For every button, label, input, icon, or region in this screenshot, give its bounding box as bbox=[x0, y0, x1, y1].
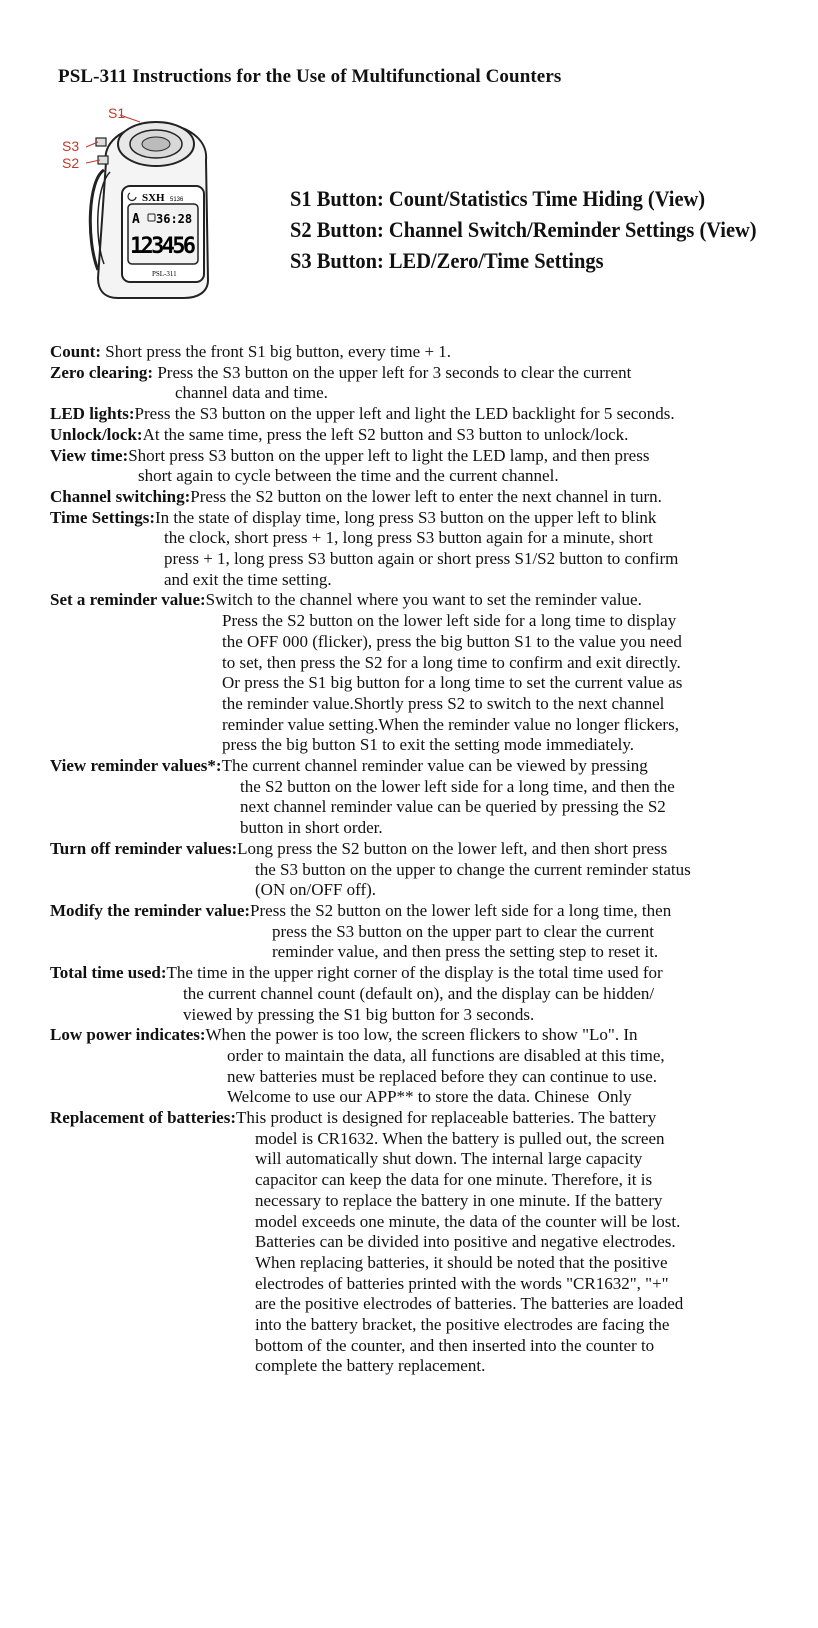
instruction-continuation-line: Welcome to use our APP** to store the data. Chinese Only bbox=[227, 1087, 632, 1107]
instruction-text: Press the S3 button on the upper left and light the LED backlight for 5 seconds. bbox=[134, 404, 675, 424]
device-illustration bbox=[58, 100, 258, 320]
instruction-text: Short press the front S1 big button, every time + 1. bbox=[101, 342, 452, 361]
model-label: PSL-311 bbox=[152, 270, 177, 278]
instruction-entry bbox=[50, 508, 810, 591]
instruction-term: Replacement of batteries: bbox=[50, 1108, 236, 1128]
instruction-continuation-line: electrodes of batteries printed with the words "CR1632", "+" bbox=[255, 1273, 669, 1293]
instruction-continuation-line: the S3 button on the upper to change the current reminder status bbox=[255, 859, 691, 879]
instruction-text: The current channel reminder value can be viewed by pressing bbox=[221, 756, 648, 776]
instruction-term: View time: bbox=[50, 445, 129, 465]
instruction-continuation-line: reminder value, and then press the setting step to reset it. bbox=[272, 942, 659, 962]
instruction-continuation-line: the reminder value.Shortly press S2 to switch to the next channel bbox=[222, 693, 665, 713]
instruction-entry bbox=[50, 404, 810, 425]
instruction-entry bbox=[50, 839, 810, 901]
instruction-term: Count: bbox=[50, 342, 102, 361]
instruction-entry bbox=[50, 342, 810, 363]
instruction-entry bbox=[50, 446, 810, 487]
instruction-term: LED lights: bbox=[50, 404, 135, 424]
count-readout: 123456 bbox=[130, 234, 196, 259]
instruction-continuation-line: and exit the time setting. bbox=[164, 569, 332, 589]
instruction-entry bbox=[50, 1025, 810, 1108]
instruction-entry bbox=[50, 756, 810, 839]
instruction-term: Modify the reminder value: bbox=[50, 900, 251, 920]
instruction-term: Turn off reminder values: bbox=[50, 838, 238, 858]
instruction-entry bbox=[50, 363, 810, 404]
instruction-first-line bbox=[50, 404, 810, 425]
instruction-term: Channel switching: bbox=[50, 486, 191, 506]
instruction-continuation-line: (ON on/OFF off). bbox=[255, 880, 377, 900]
instruction-continuation-line: press + 1, long press S3 button again or short press S1/S2 button to confirm bbox=[164, 549, 679, 569]
instruction-entry bbox=[50, 590, 810, 756]
instruction-term: Set a reminder value: bbox=[50, 590, 206, 610]
instruction-first-line bbox=[50, 425, 810, 446]
instruction-continuation-line: short again to cycle between the time and the current channel. bbox=[138, 466, 559, 486]
instruction-entry bbox=[50, 963, 810, 1025]
instruction-first-line bbox=[50, 963, 810, 984]
instruction-entry bbox=[50, 1108, 810, 1377]
instruction-continuation-line: When replacing batteries, it should be noted that the positive bbox=[255, 1252, 668, 1272]
instruction-text: At the same time, press the left S2 button and S3 button to unlock/lock. bbox=[142, 424, 629, 444]
instruction-entry bbox=[50, 487, 810, 508]
instruction-continuation-line: button in short order. bbox=[240, 818, 383, 838]
instruction-term: View reminder values*: bbox=[50, 756, 222, 776]
instruction-continuation-line: Press the S2 button on the lower left side for a long time to display bbox=[222, 611, 677, 631]
instruction-term: Time Settings: bbox=[50, 507, 155, 527]
instruction-continuation-line: channel data and time. bbox=[175, 383, 328, 403]
instruction-first-line bbox=[50, 756, 810, 777]
instruction-continuation-line: Batteries can be divided into positive and negative electrodes. bbox=[255, 1232, 676, 1252]
instruction-first-line bbox=[50, 901, 810, 922]
button-legend-s2: S2 Button: Channel Switch/Reminder Settings (View) bbox=[290, 217, 757, 242]
instruction-first-line bbox=[50, 590, 810, 611]
brand-sub-label: 5136 bbox=[170, 197, 184, 203]
instruction-first-line bbox=[50, 487, 810, 508]
instruction-continuation-line: are the positive electrodes of batteries. The batteries are loaded bbox=[255, 1294, 684, 1314]
instruction-text: Switch to the channel where you want to set the reminder value. bbox=[205, 590, 642, 610]
instruction-continuation-line: order to maintain the data, all functions are disabled at this time, bbox=[227, 1045, 665, 1065]
instruction-continuation-line: the current channel count (default on), and the display can be hidden/ bbox=[183, 983, 655, 1003]
instruction-first-line bbox=[50, 1108, 810, 1129]
instruction-first-line bbox=[50, 446, 810, 467]
instruction-first-line bbox=[50, 342, 810, 363]
instruction-first-line bbox=[50, 1025, 810, 1046]
instruction-continuation-line: bottom of the counter, and then inserted into the counter to bbox=[255, 1335, 655, 1355]
instructions-body bbox=[50, 342, 810, 1377]
instruction-continuation-line: Or press the S1 big button for a long time to set the current value as bbox=[222, 673, 683, 693]
instruction-term: Unlock/lock: bbox=[50, 424, 143, 444]
instruction-continuation-line: to set, then press the S2 for a long time to confirm and exit directly. bbox=[222, 652, 681, 672]
instruction-continuation-line: new batteries must be replaced before they can continue to use. bbox=[227, 1066, 658, 1086]
instruction-text: This product is designed for replaceable batteries. The battery bbox=[236, 1108, 657, 1128]
instruction-text: In the state of display time, long press S3 button on the upper left to blink bbox=[155, 507, 657, 527]
instruction-text: When the power is too low, the screen flickers to show "Lo". In bbox=[205, 1025, 638, 1045]
instruction-continuation-line: necessary to replace the battery in one minute. If the battery bbox=[255, 1190, 663, 1210]
instruction-continuation-line: the clock, short press + 1, long press S3 button again for a minute, short bbox=[164, 528, 653, 548]
instruction-text: Press the S2 button on the lower left to enter the next channel in turn. bbox=[190, 486, 662, 506]
button-legend-s1: S1 Button: Count/Statistics Time Hiding (View) bbox=[290, 186, 706, 211]
instruction-continuation-line: capacitor can keep the data for one minute. Therefore, it is bbox=[255, 1170, 653, 1190]
instruction-continuation-line: press the big button S1 to exit the setting mode immediately. bbox=[222, 735, 635, 755]
instruction-continuation-line: the S2 button on the lower left side for a long time, and then the bbox=[240, 776, 675, 796]
instruction-continuation-line: into the battery bracket, the positive electrodes are facing the bbox=[255, 1315, 670, 1335]
instruction-continuation-line: model exceeds one minute, the data of the counter will be lost. bbox=[255, 1211, 681, 1231]
instruction-term: Low power indicates: bbox=[50, 1025, 206, 1045]
label-s2: S2 bbox=[62, 155, 80, 171]
label-s1: S1 bbox=[108, 105, 126, 121]
instruction-first-line bbox=[50, 508, 810, 529]
instruction-continuation-line: will automatically shut down. The internal large capacity bbox=[255, 1149, 643, 1169]
instruction-first-line bbox=[50, 363, 810, 384]
instruction-continuation-line: the OFF 000 (flicker), press the big button S1 to the value you need bbox=[222, 631, 682, 651]
document-title: PSL-311 Instructions for the Use of Multifunctional Counters bbox=[58, 66, 562, 87]
instruction-term: Total time used: bbox=[50, 963, 167, 983]
counter-device-drawing bbox=[58, 100, 258, 320]
instruction-text: Long press the S2 button on the lower left, and then short press bbox=[237, 838, 668, 858]
instruction-text: Press the S3 button on the upper left for 3 seconds to clear the current bbox=[153, 362, 632, 382]
instruction-continuation-line: complete the battery replacement. bbox=[255, 1356, 486, 1376]
label-s3: S3 bbox=[62, 138, 80, 154]
instruction-entry bbox=[50, 901, 810, 963]
brand-label: SXH bbox=[142, 192, 165, 204]
mode-indicator: A bbox=[132, 212, 140, 227]
instruction-first-line bbox=[50, 839, 810, 860]
instruction-text: Press the S2 button on the lower left side for a long time, then bbox=[250, 900, 672, 920]
instruction-continuation-line: model is CR1632. When the battery is pulled out, the screen bbox=[255, 1128, 665, 1148]
instruction-continuation-line: reminder value setting.When the reminder value no longer flickers, bbox=[222, 714, 679, 734]
time-readout: 36:28 bbox=[156, 212, 193, 226]
instruction-continuation-line: viewed by pressing the S1 big button for 3 seconds. bbox=[183, 1004, 535, 1024]
button-legend-s3: S3 Button: LED/Zero/Time Settings bbox=[290, 248, 604, 273]
button-legend bbox=[290, 183, 757, 276]
instruction-text: The time in the upper right corner of the display is the total time used for bbox=[166, 963, 663, 983]
instruction-term: Zero clearing: bbox=[50, 362, 154, 382]
instruction-entry bbox=[50, 425, 810, 446]
instruction-text: Short press S3 button on the upper left to light the LED lamp, and then press bbox=[128, 445, 650, 465]
instruction-continuation-line: next channel reminder value can be queried by pressing the S2 bbox=[240, 797, 666, 817]
instruction-continuation-line: press the S3 button on the upper part to clear the current bbox=[272, 921, 654, 941]
